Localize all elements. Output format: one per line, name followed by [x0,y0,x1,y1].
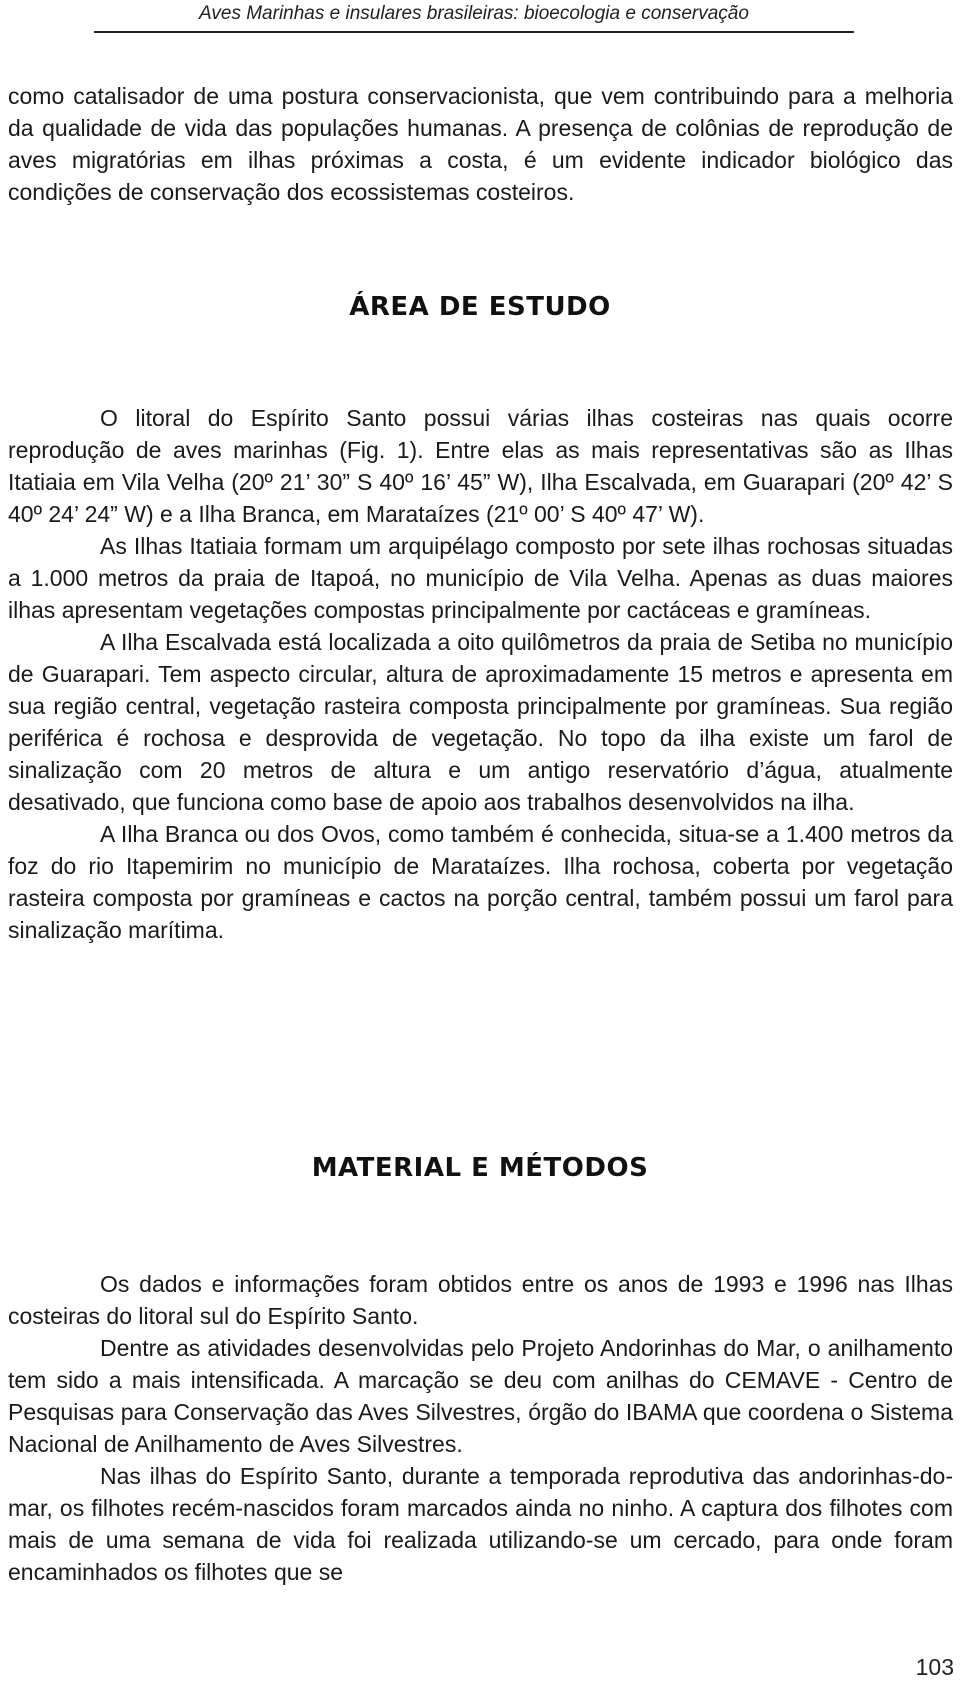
area-paragraph-3: A Ilha Escalvada está localizada a oito quilômetros da praia de Setiba no município de Guarapari. Tem aspecto circular, altura de aproximadamente 15 metros e apresenta em sua região central, vegetação rasteira composta principalmente por gramíneas. Sua região periférica é rochosa e desprovida de vegetação. No topo da ilha existe um farol de sinalização com 20 metros de altura e um antigo reservatório d’água, atualmente desativado, que funciona como base de apoio aos trabalhos desenvolvidos na ilha. [8,629,953,815]
metodos-paragraph-1: Os dados e informações foram obtidos entre os anos de 1993 e 1996 nas Ilhas costeiras do litoral sul do Espírito Santo. [8,1271,953,1329]
intro-block [8,80,953,208]
area-paragraph-1: O litoral do Espírito Santo possui várias ilhas costeiras nas quais ocorre reprodução de aves marinhas (Fig. 1). Entre elas as mais representativas são as Ilhas Itatiaia em Vila Velha (20º 21’ 30” S 40º 16’ 45” W), Ilha Escalvada, em Guarapari (20º 42’ S 40º 24’ 24” W) e a Ilha Branca, em Marataízes (21º 00’ S 40º 47’ W). [8,405,953,527]
metodos-paragraph-2: Dentre as atividades desenvolvidas pelo Projeto Andorinhas do Mar, o anilhamento tem sido a mais intensificada. A marcação se deu com anilhas do CEMAVE - Centro de Pesquisas para Conservação das Aves Silvestres, órgão do IBAMA que coordena o Sistema Nacional de Anilhamento de Aves Silvestres. [8,1335,953,1457]
metodos-paragraph-3: Nas ilhas do Espírito Santo, durante a temporada reprodutiva das andorinhas-do-mar, os filhotes recém-nascidos foram marcados ainda no ninho. A captura dos filhotes com mais de uma semana de vida foi realizada utilizando-se um cercado, para onde foram encaminhados os filhotes que se [8,1463,953,1585]
material-e-metodos-block [8,1268,953,1588]
running-header: Aves Marinhas e insulares brasileiras: bioecologia e conservação [199,3,749,24]
intro-paragraph: como catalisador de uma postura conservacionista, que vem contribuindo para a melhoria da qualidade de vida das populações humanas. A presença de colônias de reprodução de aves migratórias em ilhas próximas a costa, é um evidente indicador biológico das condições de conservação dos ecossistemas costeiros. [8,83,953,205]
header-rule [94,31,854,33]
page-number: 103 [915,1654,954,1680]
section-heading-material-e-metodos: MATERIAL E MÉTODOS [311,1153,649,1183]
area-paragraph-2: As Ilhas Itatiaia formam um arquipélago composto por sete ilhas rochosas situadas a 1.000 metros da praia de Itapoá, no município de Vila Velha. Apenas as duas maiores ilhas apresentam vegetações compostas principalmente por cactáceas e gramíneas. [8,533,953,623]
area-paragraph-4: A Ilha Branca ou dos Ovos, como também é conhecida, situa-se a 1.400 metros da foz do rio Itapemirim no município de Marataízes. Ilha rochosa, coberta por vegetação rasteira composta por gramíneas e cactos na porção central, também possui um farol para sinalização marítima. [8,821,953,943]
section-heading-area-de-estudo: ÁREA DE ESTUDO [349,292,611,322]
area-de-estudo-block [8,402,953,946]
